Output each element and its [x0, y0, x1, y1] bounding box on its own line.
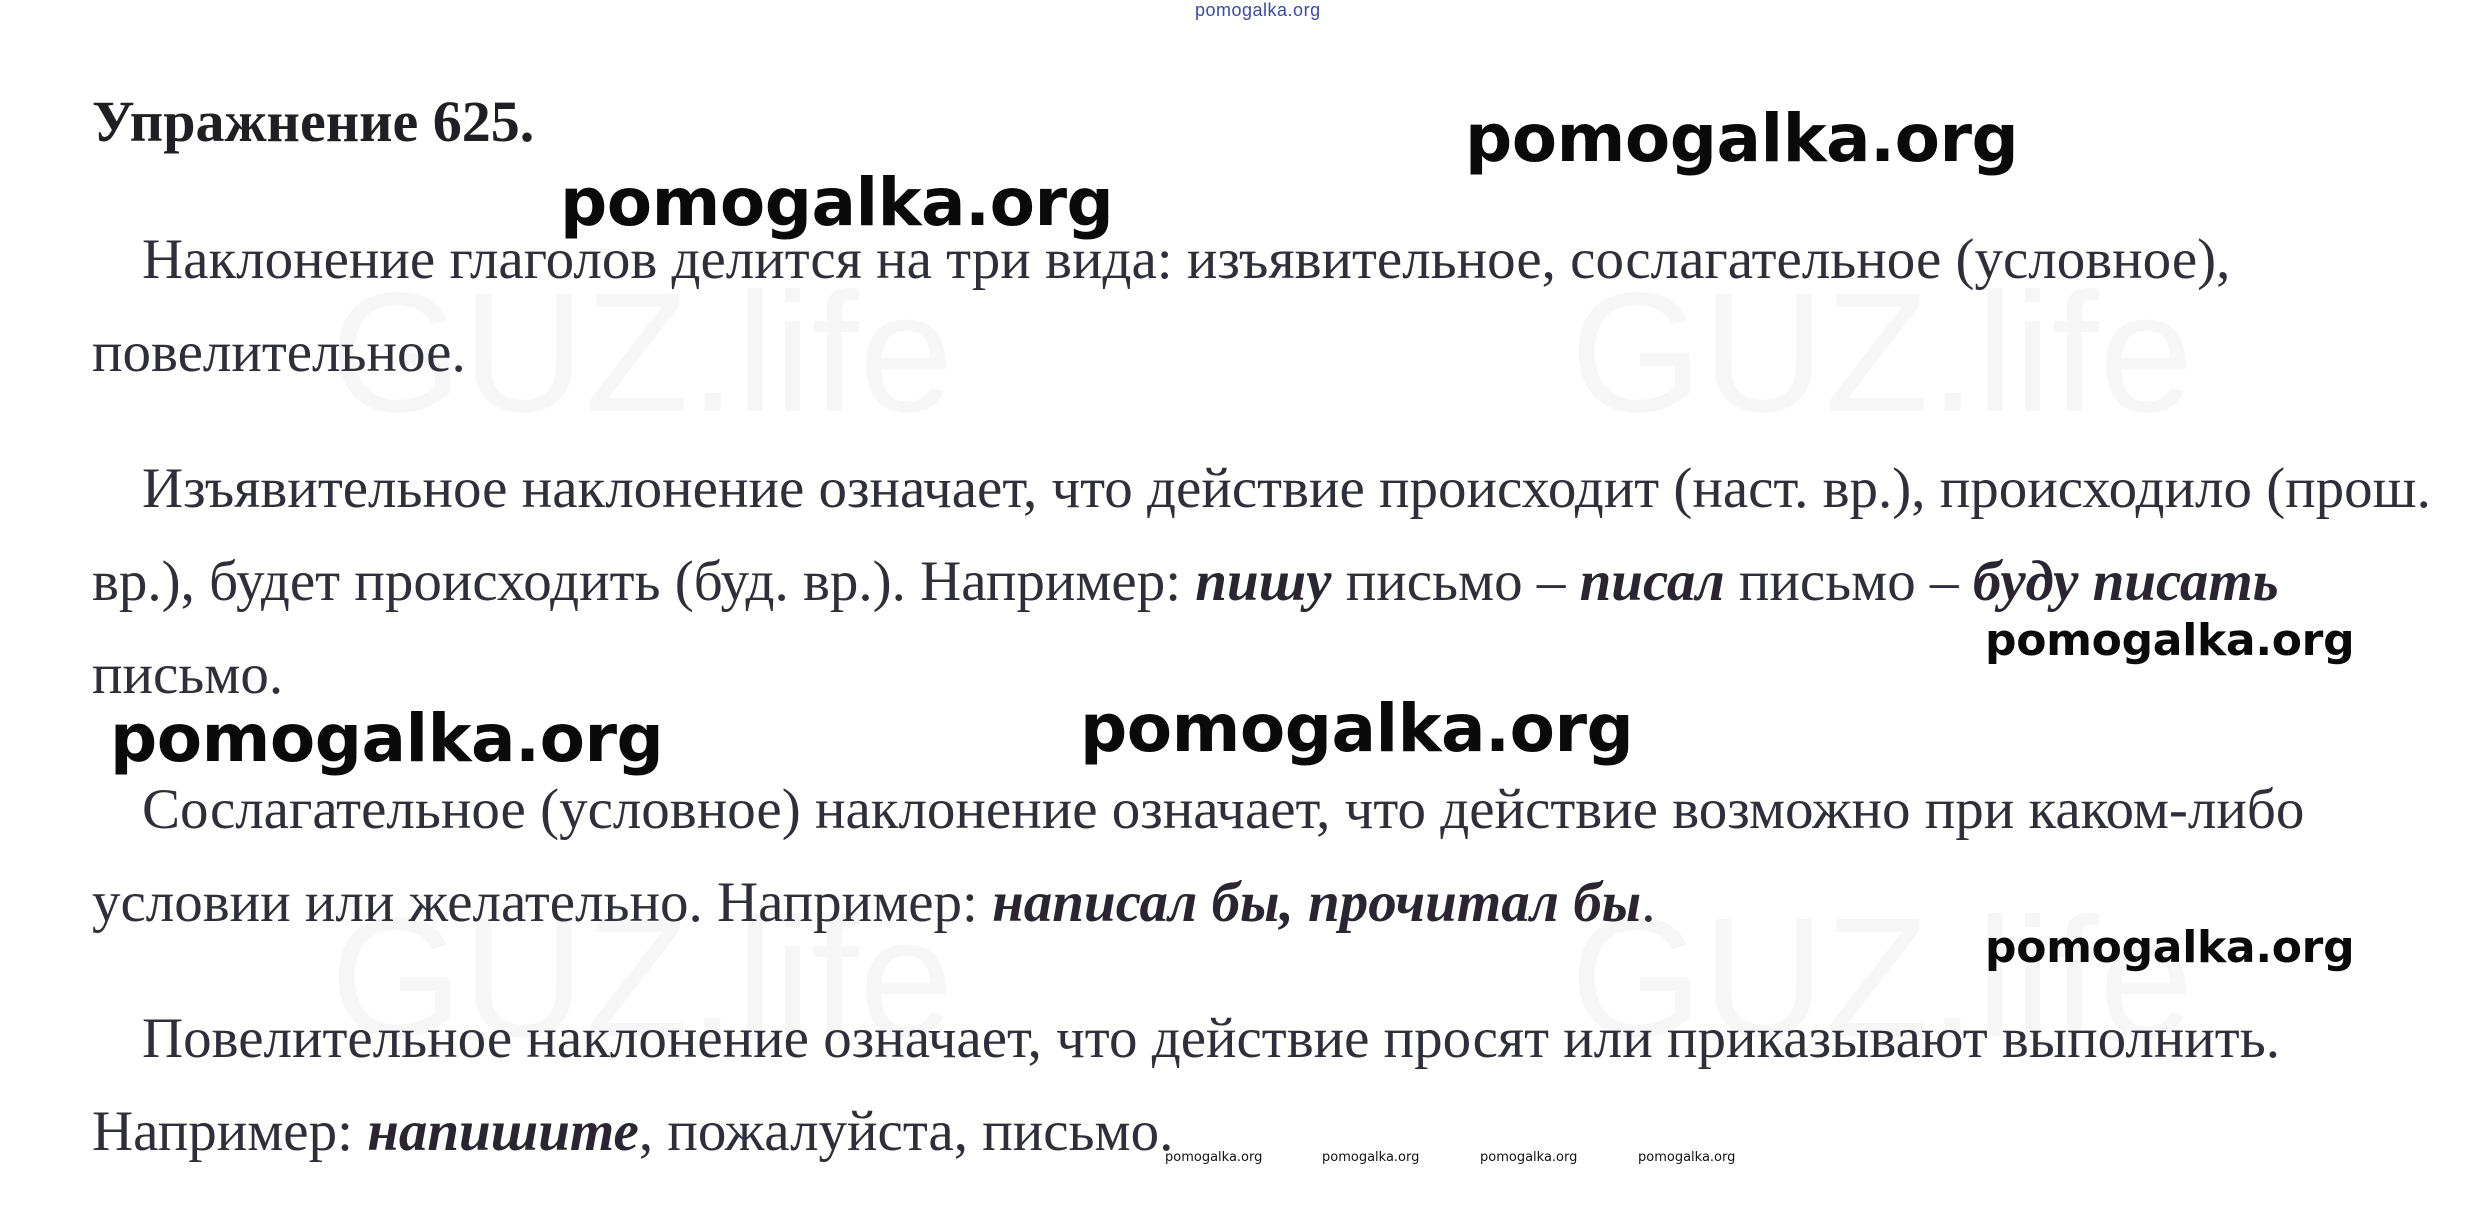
- paragraph-moods-intro: [92, 213, 2432, 399]
- watermark: pomogalka.org: [1480, 1150, 1578, 1165]
- example-word: буду писать: [1972, 550, 2279, 613]
- paragraph-text: Наклонение глаголов делится на три вида: изъявительное, сослагательное (условное), повелительное.: [92, 228, 2231, 384]
- watermark: pomogalka.org: [560, 164, 1114, 241]
- example-word: напишите: [367, 1100, 639, 1163]
- paragraph-text: , пожалуйста, письмо.: [638, 1100, 1174, 1163]
- watermark: pomogalka.org: [1080, 690, 1634, 767]
- exercise-title: Упражнение 625.: [92, 89, 535, 154]
- paragraph-text: .: [1641, 871, 1656, 934]
- paragraph-text: Сослагательное (условное) наклонение означает, что действие возможно при каком-либо условии или желательно. Например:: [92, 778, 2305, 934]
- example-word: написал бы, прочитал бы: [992, 871, 1642, 934]
- watermark: pomogalka.org: [1985, 922, 2355, 973]
- paragraph-text: письмо.: [92, 643, 284, 706]
- paragraph-text: письмо –: [1724, 550, 1973, 613]
- example-word: пишу: [1195, 550, 1332, 613]
- paragraph-text: письмо –: [1331, 550, 1580, 613]
- site-mark: pomogalka.org: [1195, 0, 1321, 20]
- watermark: pomogalka.org: [1638, 1150, 1736, 1165]
- paragraph-text: Повелительное наклонение означает, что действие просят или приказывают выполнить. Например:: [92, 1007, 2280, 1163]
- watermark: pomogalka.org: [1465, 100, 2019, 177]
- watermark: pomogalka.org: [1322, 1150, 1420, 1165]
- paragraph-indicative: [92, 442, 2432, 721]
- watermark: pomogalka.org: [110, 700, 664, 777]
- example-word: писал: [1579, 550, 1725, 613]
- watermark: pomogalka.org: [1165, 1150, 1263, 1165]
- watermark: pomogalka.org: [1985, 615, 2355, 666]
- paragraph-text: Изъявительное наклонение означает, что действие происходит (наст. вр.), происходило (прош. вр.), будет происходить (буд. вр.). Например:: [92, 457, 2431, 613]
